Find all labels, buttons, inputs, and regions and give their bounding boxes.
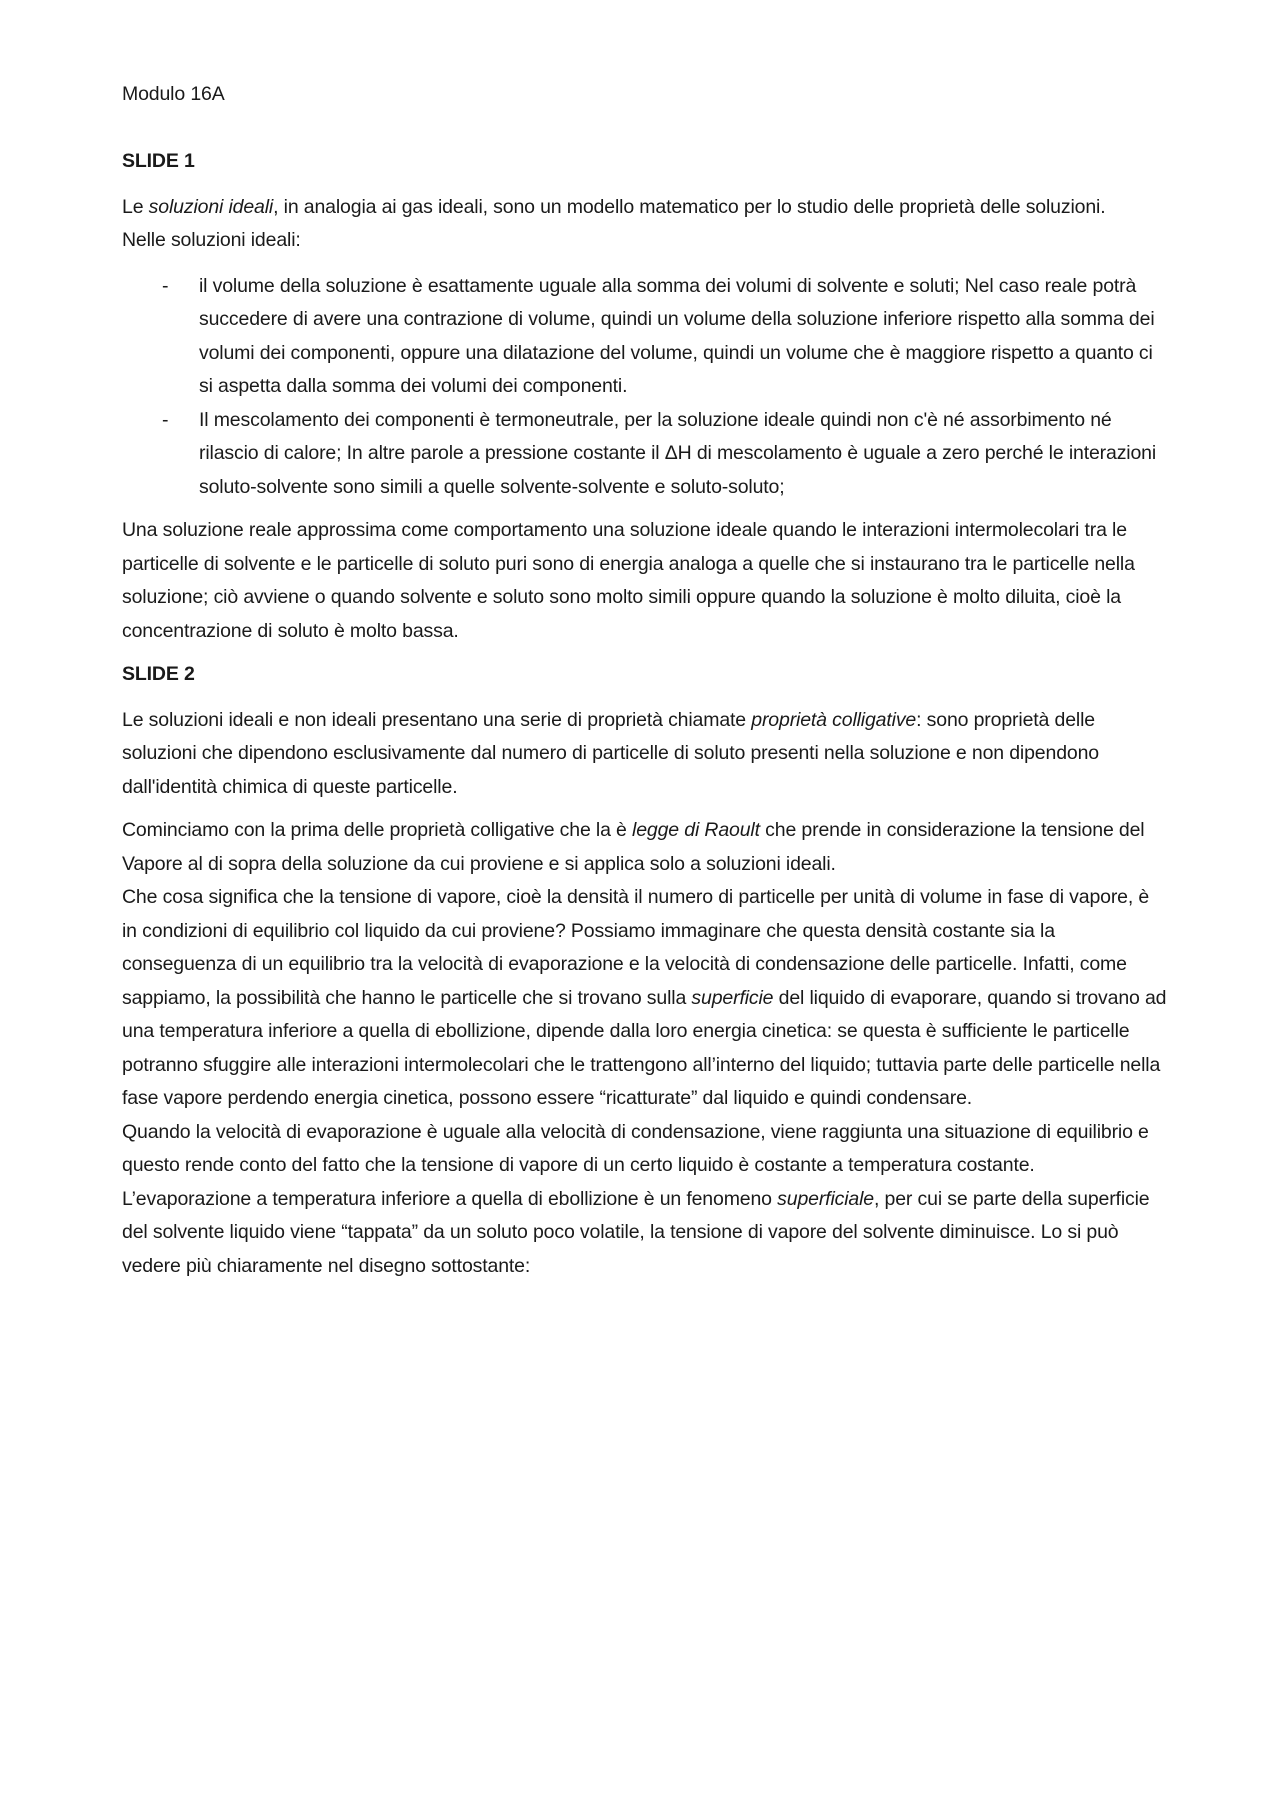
p3-text-a: Che cosa significa che la tensione di vapore, cioè la densità il numero di particelle per unità di volume in fase di vapore, è in condizioni di equilibrio col liquido da cui proviene? Possiamo immaginare che questa densità costante sia la conseguenza di un equilibrio tra la velocità di evaporazione e la velocità di condensazione delle particelle. Infatti, come sappiamo, la possibilità che hanno le particelle che si trovano sulla <box>122 886 1150 1009</box>
properties-list <box>122 270 1167 505</box>
p3-emphasis: superficie <box>691 986 774 1009</box>
dash-bullet-icon: - <box>162 408 169 431</box>
list-item-text: Il mescolamento dei componenti è termoneutrale, per la soluzione ideale quindi non c'è né assorbimento né rilascio di calore; In altre parole a pressione costante il ΔH di mescolamento è uguale a zero perché le interazioni soluto-solvente sono simili a quelle solvente-solvente e soluto-soluto; <box>199 408 1157 498</box>
slide-2-paragraph-3 <box>122 881 1167 1116</box>
spacer <box>122 258 1167 270</box>
slide-1-intro <box>122 191 1167 225</box>
p2-emphasis: legge di Raoult <box>632 819 760 841</box>
slide-1-closing-paragraph: Una soluzione reale approssima come comportamento una soluzione ideale quando le interazioni intermolecolari tra le particelle di solvente e le particelle di soluto puri sono di energia analoga a quelle che si instaurano tra le particelle nella soluzione; ciò avviene o quando solvente e soluto sono molto simili oppure quando la soluzione è molto diluita, cioè la concentrazione di soluto è molto bassa. <box>122 519 1135 642</box>
document-header: Modulo 16A <box>122 83 225 105</box>
spacer <box>122 804 1167 814</box>
spacer <box>122 179 1167 191</box>
document-page <box>122 78 1167 1283</box>
dash-bullet-icon: - <box>162 274 169 297</box>
slide-2-paragraph-2 <box>122 814 1167 881</box>
spacer <box>122 648 1167 658</box>
spacer <box>122 504 1167 514</box>
list-item-text: il volume della soluzione è esattamente uguale alla somma dei volumi di solvente e soluti; Nel caso reale potrà succedere di avere una contrazione di volume, quindi un volume della soluzione inferiore rispetto alla somma dei volumi dei componenti, oppure una dilatazione del volume, quindi un volume che è maggiore rispetto a quanto ci si aspetta dalla somma dei volumi dei componenti. <box>199 274 1155 397</box>
intro-text-b: , in analogia ai gas ideali, sono un modello matematico per lo studio delle proprietà delle soluzioni. <box>273 195 1106 218</box>
p3-text-b: del liquido di evaporare, quando si trovano ad una temperatura inferiore a quella di ebollizione, dipende dalla loro energia cinetica: se questa è sufficiente le particelle potranno sfuggire alle interazioni intermolecolari che le trattengono all’interno del liquido; tuttavia parte delle particelle nella fase vapore perdendo energia cinetica, possono essere “ricatturate” dal liquido e quindi condensare. <box>122 986 1167 1109</box>
p5-emphasis: superficiale <box>777 1187 874 1210</box>
slide-1-title: SLIDE 1 <box>122 150 195 172</box>
spacer <box>122 692 1167 704</box>
p2-text-b: che prende in considerazione la tensione del Vapore al di sopra della soluzione da cui proviene e si applica solo a soluzioni ideali. <box>122 819 1145 875</box>
list-item <box>122 404 1167 505</box>
p1-emphasis: proprietà colligative <box>751 708 917 731</box>
intro-text-a: Le <box>122 195 149 218</box>
p1-text-a: Le soluzioni ideali e non ideali presentano una serie di proprietà chiamate <box>122 708 752 731</box>
p5-text-b: , per cui se parte della superficie del solvente liquido viene “tappata” da un soluto poco volatile, la tensione di vapore del solvente diminuisce. Lo si può vedere più chiaramente nel disegno sottostante: <box>122 1187 1150 1277</box>
list-item <box>122 270 1167 404</box>
p5-text-a: L’evaporazione a temperatura inferiore a quella di ebollizione è un fenomeno <box>122 1187 778 1210</box>
intro-emphasis: soluzioni ideali <box>148 195 274 218</box>
slide-2-paragraph-4: Quando la velocità di evaporazione è uguale alla velocità di condensazione, viene raggiunta una situazione di equilibrio e questo rende conto del fatto che la tensione di vapore di un certo liquido è costante a temperatura costante. <box>122 1120 1149 1176</box>
slide-2-paragraph-5 <box>122 1183 1167 1284</box>
slide-1-intro-line2: Nelle soluzioni ideali: <box>122 229 301 251</box>
p2-text-a: Cominciamo con la prima delle proprietà colligative che la è <box>122 819 633 841</box>
spacer <box>122 112 1167 146</box>
slide-2-paragraph-1 <box>122 704 1167 805</box>
p1-text-b: : sono proprietà delle soluzioni che dipendono esclusivamente dal numero di particelle di soluto presenti nella soluzione e non dipendono dall'identità chimica di queste particelle. <box>122 708 1099 798</box>
slide-2-title: SLIDE 2 <box>122 663 195 685</box>
